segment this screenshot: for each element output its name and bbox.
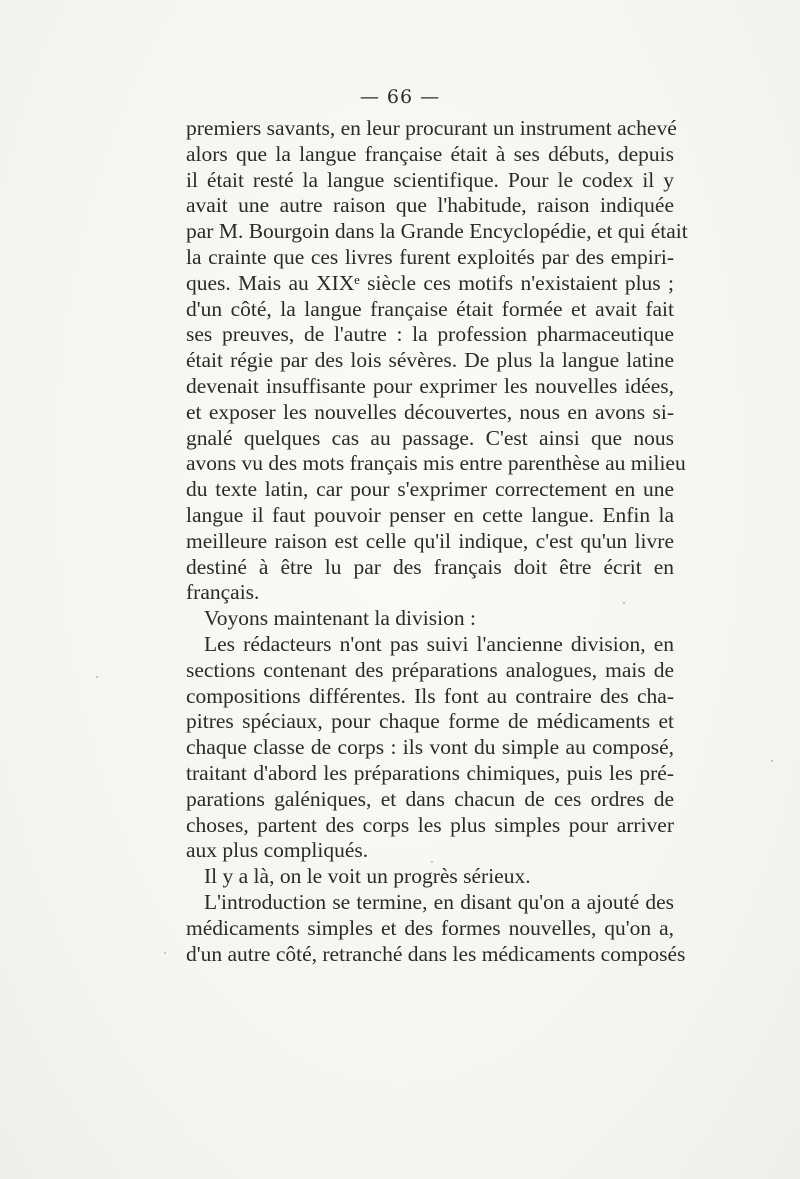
text-line: pitres spéciaux, pour chaque forme de médicaments et	[186, 709, 674, 734]
text-line: par M. Bourgoin dans la Grande Encyclopédie, et qui était	[186, 219, 688, 244]
body-text	[186, 116, 688, 967]
paper-speck	[96, 676, 98, 678]
page-number: — 66 —	[359, 86, 441, 108]
text-line: meilleure raison est celle qu'il indique, c'est qu'un livre	[186, 528, 674, 553]
text-line: choses, partent des corps les plus simples pour arriver	[186, 812, 674, 837]
text-line: Voyons maintenant la division :	[204, 606, 476, 631]
text-line: Les rédacteurs n'ont pas suivi l'ancienne division, en	[204, 631, 674, 656]
text-line: chaque classe de corps : ils vont du simple au composé,	[186, 735, 674, 760]
text-line: il était resté la langue scientifique. Pour le codex il y	[186, 167, 674, 192]
text-line: du texte latin, car pour s'exprimer correctement en une	[186, 477, 674, 502]
text-line: et exposer les nouvelles découvertes, nous en avons si-	[186, 399, 674, 424]
text-line: avons vu des mots français mis entre parenthèse au milieu	[186, 451, 686, 476]
text-line: ques. Mais au XIXᵉ siècle ces motifs n'existaient plus ;	[186, 270, 674, 295]
text-line: compositions différentes. Ils font au contraire des cha-	[186, 683, 674, 708]
text-line: la crainte que ces livres furent exploités par des empiri-	[186, 244, 674, 269]
text-line: premiers savants, en leur procurant un instrument achevé	[186, 116, 677, 140]
text-line: d'un côté, la langue française était formée et avait fait	[186, 296, 674, 321]
text-line: destiné à être lu par des français doit être écrit en	[186, 554, 674, 579]
text-line: français.	[186, 580, 260, 605]
text-line: langue il faut pouvoir penser en cette langue. Enfin la	[186, 502, 674, 527]
text-line: d'un autre côté, retranché dans les médicaments composés	[186, 941, 686, 966]
text-line: était régie par des lois sévères. De plus la langue latine	[186, 348, 674, 373]
text-line: alors que la langue française était à ses débuts, depuis	[186, 141, 674, 166]
text-line: parations galéniques, et dans chacun de ces ordres de	[186, 786, 674, 811]
text-line: gnalé quelques cas au passage. C'est ainsi que nous	[186, 425, 674, 450]
text-line: avait une autre raison que l'habitude, raison indiquée	[186, 193, 674, 218]
paper-speck	[623, 602, 625, 604]
paper-speck	[431, 861, 433, 863]
paper-speck	[771, 760, 773, 762]
text-line: devenait insuffisante pour exprimer les nouvelles idées,	[186, 373, 674, 398]
text-line: Il y a là, on le voit un progrès sérieux.	[204, 864, 531, 889]
text-line: traitant d'abord les préparations chimiques, puis les pré-	[186, 760, 674, 785]
text-line: ses preuves, de l'autre : la profession pharmaceutique	[186, 322, 674, 347]
paper-speck	[164, 952, 166, 954]
text-line: L'introduction se termine, en disant qu'on a ajouté des	[204, 889, 674, 914]
text-line: aux plus compliqués.	[186, 838, 369, 863]
text-line: sections contenant des préparations analogues, mais de	[186, 657, 674, 682]
text-line: médicaments simples et des formes nouvelles, qu'on a,	[186, 915, 674, 940]
